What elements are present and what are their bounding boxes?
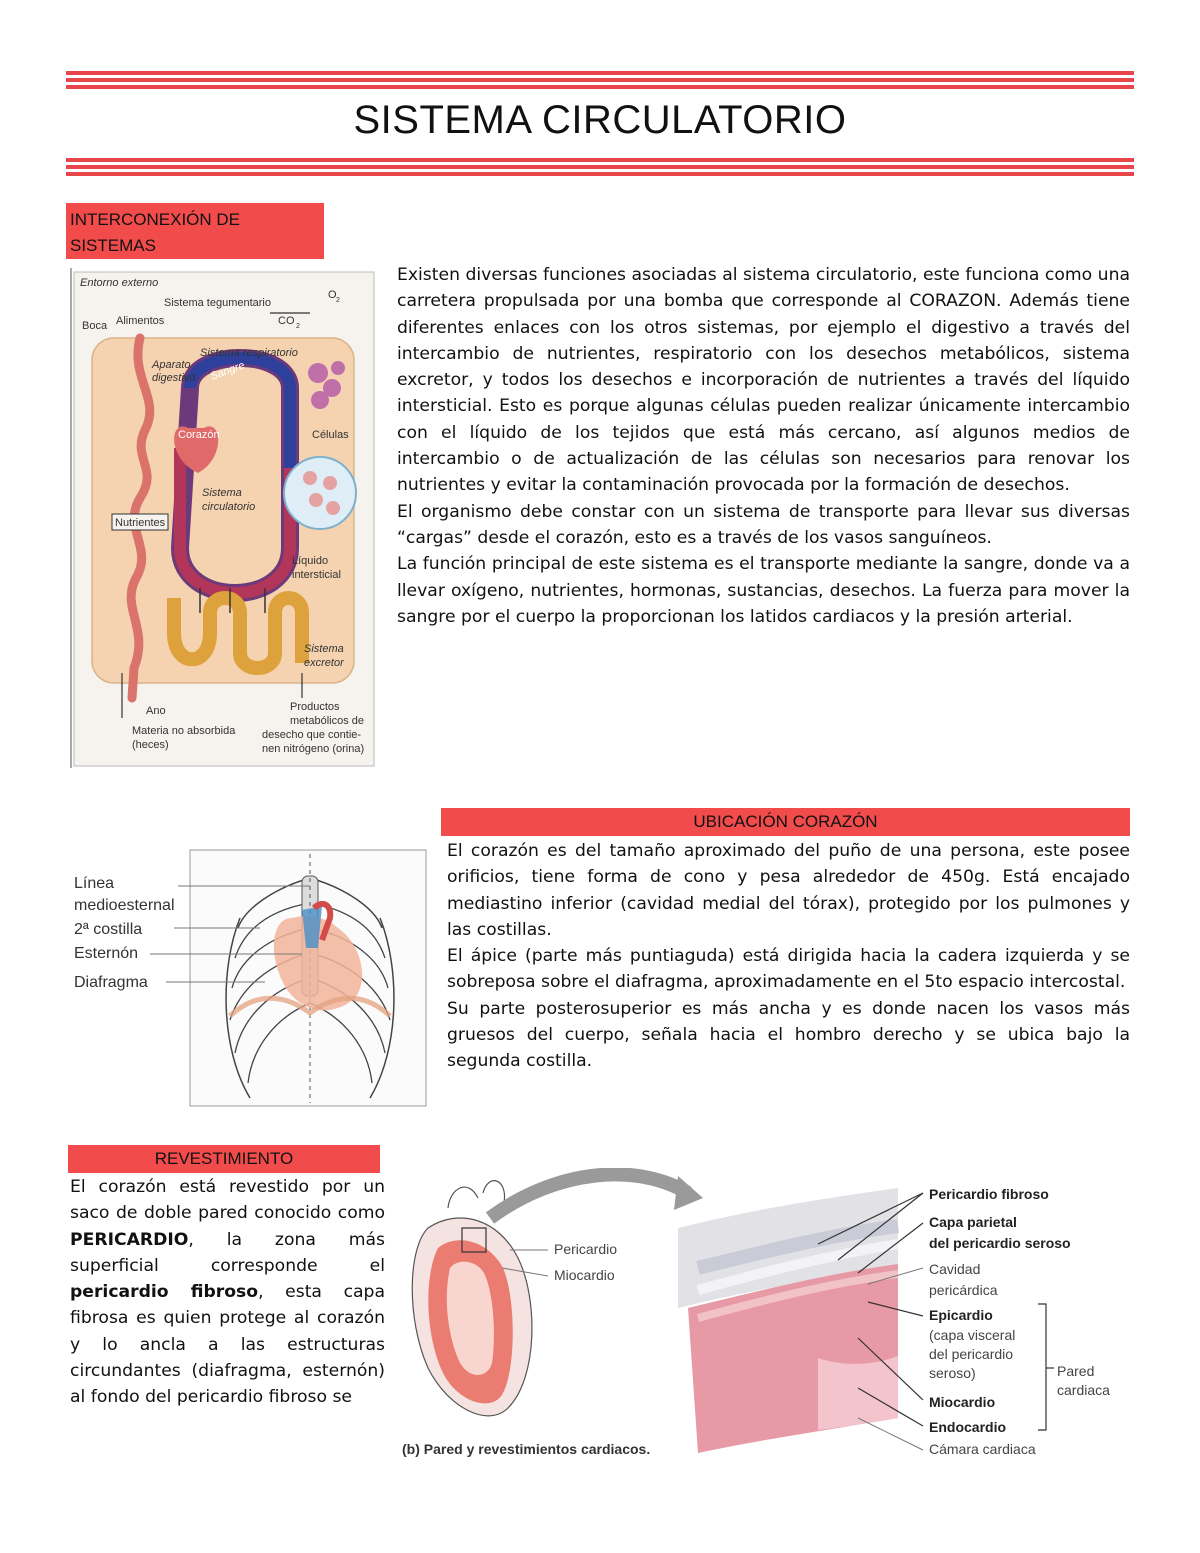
label-aparato-1: Aparato: [152, 359, 191, 371]
label-pericardio-fibroso: Pericardio fibroso: [929, 1186, 1049, 1202]
label-camara: Cámara cardiaca: [929, 1441, 1036, 1457]
thorax-heart-location-figure: [70, 848, 430, 1110]
section3-text-3: , esta capa fibrosa es quien protege al corazón y lo ancla a las estructuras circundantes (diafragma, esternón) al fondo del pericardio fibroso se: [70, 1282, 385, 1408]
section3-text-1: El corazón está revestido por un saco de doble pared conocido como: [70, 1177, 385, 1224]
label-liquido-2: intersticial: [292, 569, 341, 581]
label-respiratorio: Sistema respiratorio: [200, 347, 298, 359]
page-title: SISTEMA CIRCULATORIO: [353, 98, 847, 142]
heart-wall-figure: [398, 1168, 1130, 1463]
label-aparato-2: digestivo: [152, 372, 196, 384]
label-nutrientes: Nutrientes: [115, 517, 166, 529]
section3-text: [70, 1174, 385, 1411]
top-rule-3: [66, 85, 1134, 89]
label-materia-2: (heces): [132, 739, 169, 751]
label-productos-2: metabólicos de: [290, 715, 364, 727]
top-rule-2: [66, 78, 1134, 82]
label-epicardio-d3: seroso): [929, 1365, 976, 1381]
label-liquido-1: Líquido: [292, 555, 329, 567]
bottom-rule-3: [66, 172, 1134, 176]
section-header-label: INTERCONEXIÓN DE SISTEMAS: [70, 210, 241, 255]
label-ano: Ano: [146, 705, 166, 717]
label-entorno: Entorno externo: [80, 277, 159, 289]
label-diafragma: Diafragma: [74, 974, 148, 991]
label-celulas: Células: [312, 429, 349, 441]
label-productos-4: nen nitrógeno (orina): [262, 743, 365, 755]
section1-paragraph-3: La función principal de este sistema es el transporte mediante la sangre, donde va a llevar oxígeno, nutrientes, hormonas, sustancias, desechos. La fuerza para mover la sangre por el cuerpo la proporcionan los latidos cardiacos y la presión arterial.: [397, 554, 1130, 627]
label-boca: Boca: [82, 320, 108, 332]
label-epicardio-d1: (capa visceral: [929, 1327, 1016, 1343]
label-miocardio-b: Miocardio: [929, 1394, 996, 1410]
section-header-ubicacion: [441, 808, 1130, 836]
section2-paragraph-3: Su parte posterosuperior es más ancha y es donde nacen los vasos más gruesos del cuerpo, señala hacia el hombro derecho y se ubica bajo la segunda costilla.: [447, 998, 1130, 1072]
section1-paragraph-1: Existen diversas funciones asociadas al sistema circulatorio, este funciona como una carretera propulsada por una bomba que corresponde al CORAZON. Además tiene diferentes enlaces con los otros sistemas, por ejemplo el digestivo a través del intercambio de nutrientes, respiratorio con los desechos metabólicos, sistema excretor, y todos los desechos e incorporación de nutrientes a través del líquido intersticial. Esto es porque algunas células pueden realizar únicamente intercambio con el líquido de los tejidos que está más cercano, así algunos medios de intercambio o de actualización de las células son necesarios para renovar los nutrientes y evitar la contaminación provocada por la formación de desechos.: [397, 265, 1130, 496]
label-endocardio: Endocardio: [929, 1419, 1007, 1435]
label-pericardio: Pericardio: [554, 1241, 618, 1257]
label-materia-1: Materia no absorbida: [132, 725, 236, 737]
label-co2-sub: 2: [296, 323, 300, 330]
label-pared-2: cardiaca: [1057, 1382, 1110, 1398]
label-sangre: Sangre: [208, 359, 247, 383]
label-capa-parietal-2: del pericardio seroso: [929, 1235, 1071, 1251]
label-pared-1: Pared: [1057, 1363, 1095, 1379]
circulatory-system-diagram: [70, 268, 378, 768]
bottom-rule-2: [66, 165, 1134, 169]
label-cavidad-2: pericárdica: [929, 1282, 998, 1298]
label-sistema-circ-1: Sistema: [202, 487, 242, 499]
label-o2-sub: 2: [336, 297, 340, 304]
label-excretor-2: excretor: [304, 657, 344, 669]
section-header-revestimiento: [68, 1145, 380, 1173]
section3-text-2: , la zona más superficial corresponde el: [70, 1229, 385, 1276]
section-header-label: REVESTIMIENTO: [154, 1149, 294, 1168]
label-o2: O: [328, 289, 337, 301]
bottom-rule-1: [66, 158, 1134, 162]
top-rule-1: [66, 71, 1134, 75]
label-productos-3: desecho que contie-: [262, 729, 362, 741]
section2-paragraph-2: El ápice (parte más puntiaguda) está dirigida hacia la cadera izquierda y se sobreposa sobre el diafragma, aproximadamente en el 5to espacio intercostal.: [447, 946, 1130, 993]
section2-paragraph-1: El corazón es del tamaño aproximado del puño de una persona, este posee orificios, tiene forma de cono y pesa alrededor de 450g. Está encajado mediastino inferior (cavidad medial del tórax), protegido por los pulmones y las costillas.: [447, 841, 1130, 940]
pericardio-bold: PERICARDIO: [70, 1229, 189, 1250]
label-epicardio: Epicardio: [929, 1307, 993, 1323]
section-header-label: UBICACIÓN CORAZÓN: [693, 812, 878, 831]
label-epicardio-d2: del pericardio: [929, 1346, 1014, 1362]
label-co2: CO: [278, 315, 295, 327]
figure-caption: (b) Pared y revestimientos cardiacos.: [402, 1441, 651, 1457]
pericardio-fibroso-bold: pericardio fibroso: [70, 1282, 259, 1303]
section1-text: [397, 262, 1130, 630]
label-tegumentario: Sistema tegumentario: [164, 297, 271, 309]
section2-text: [447, 838, 1130, 1075]
label-capa-parietal-1: Capa parietal: [929, 1214, 1017, 1230]
label-alimentos: Alimentos: [116, 315, 165, 327]
label-costilla: 2ª costilla: [74, 921, 143, 938]
section1-paragraph-2: El organismo debe constar con un sistema de transporte para llevar sus diversas “cargas” desde el corazón, esto es a través de los vasos sanguíneos.: [397, 501, 1130, 548]
label-linea-2: medioesternal: [74, 897, 175, 914]
label-productos-1: Productos: [290, 701, 340, 713]
label-cavidad-1: Cavidad: [929, 1261, 981, 1277]
label-excretor-1: Sistema: [304, 643, 344, 655]
label-esternon: Esternón: [74, 945, 139, 962]
section3-paragraph-1: [70, 1174, 385, 1411]
section-header-interconexion: [66, 203, 324, 259]
label-sistema-circ-2: circulatorio: [202, 501, 256, 513]
label-linea-1: Línea: [74, 875, 115, 892]
label-corazon: Corazón: [178, 429, 220, 441]
label-miocardio: Miocardio: [554, 1267, 615, 1283]
